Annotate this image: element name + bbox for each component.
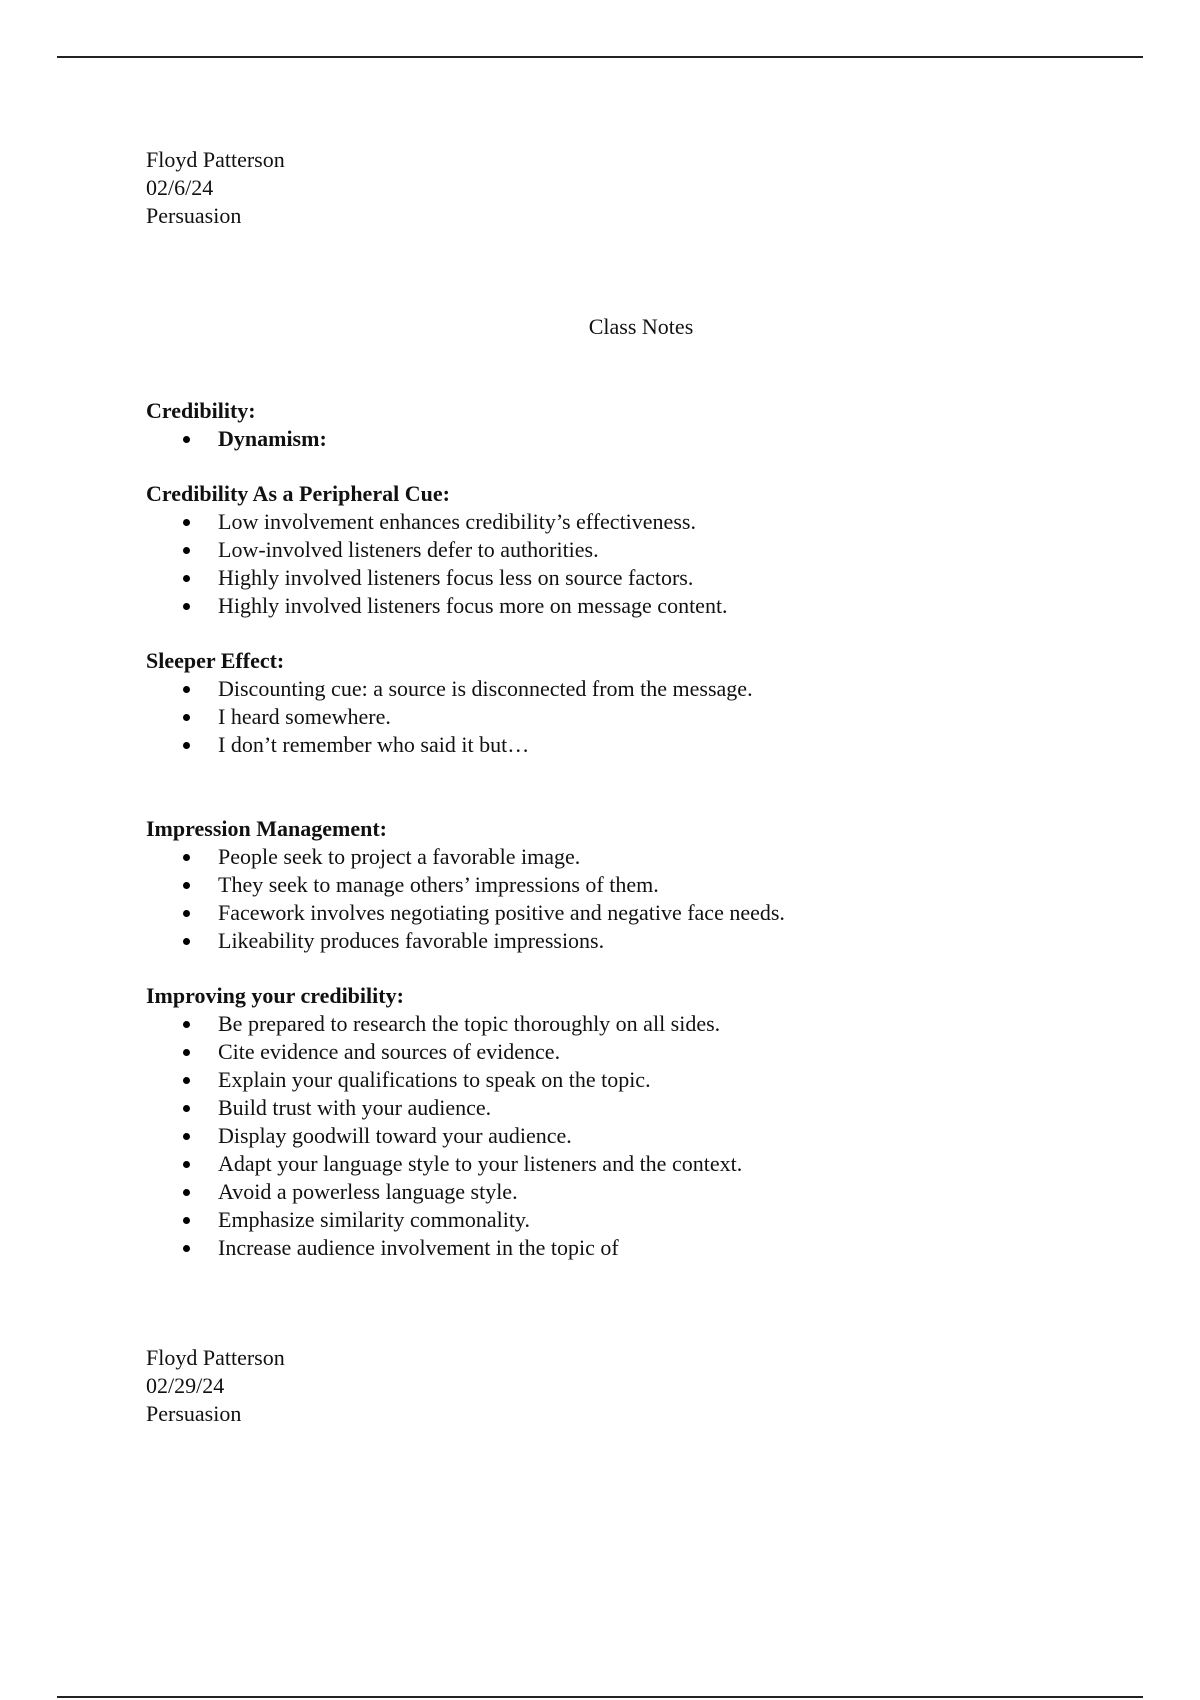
list-item: They seek to manage others’ impressions of them. — [146, 871, 785, 899]
section-credibility — [146, 397, 327, 453]
bullet-icon — [183, 882, 190, 889]
section-heading: Credibility: — [146, 398, 256, 423]
list-item: Facework involves negotiating positive and negative face needs. — [146, 899, 785, 927]
section-heading: Credibility As a Peripheral Cue: — [146, 481, 450, 506]
list-item: I heard somewhere. — [146, 703, 753, 731]
document-header — [146, 146, 285, 230]
bullet-icon — [183, 1133, 190, 1140]
list-item: Highly involved listeners focus more on message content. — [146, 592, 728, 620]
page-title: Class Notes — [588, 314, 694, 339]
list-item: Discounting cue: a source is disconnected from the message. — [146, 675, 753, 703]
list-item: Highly involved listeners focus less on source factors. — [146, 564, 728, 592]
bullet-icon — [183, 714, 190, 721]
bullet-icon — [183, 854, 190, 861]
list-item: Dynamism: — [146, 425, 327, 453]
section-improving-credibility — [146, 982, 742, 1262]
section-heading: Impression Management: — [146, 816, 387, 841]
bullet-list — [146, 675, 753, 759]
section-heading: Sleeper Effect: — [146, 648, 285, 673]
list-item: Explain your qualifications to speak on the topic. — [146, 1066, 742, 1094]
list-item: Likeability produces favorable impressions. — [146, 927, 785, 955]
list-item: Avoid a powerless language style. — [146, 1178, 742, 1206]
bullet-icon — [183, 1217, 190, 1224]
bullet-icon — [183, 575, 190, 582]
bottom-rule — [57, 1696, 1143, 1698]
note-date: 02/6/24 — [146, 175, 214, 200]
bullet-list — [146, 1010, 742, 1262]
list-item: Display goodwill toward your audience. — [146, 1122, 742, 1150]
bullet-icon — [183, 1189, 190, 1196]
bullet-icon — [183, 436, 190, 443]
author-name: Floyd Patterson — [146, 147, 285, 172]
bullet-icon — [183, 1021, 190, 1028]
list-item: Low involvement enhances credibility’s effectiveness. — [146, 508, 728, 536]
bullet-icon — [183, 1077, 190, 1084]
list-item: Cite evidence and sources of evidence. — [146, 1038, 742, 1066]
second-note-header — [146, 1344, 285, 1428]
list-item: I don’t remember who said it but… — [146, 731, 753, 759]
list-item: Low-involved listeners defer to authorities. — [146, 536, 728, 564]
bullet-list — [146, 843, 785, 955]
list-item: Adapt your language style to your listeners and the context. — [146, 1150, 742, 1178]
list-item: Emphasize similarity commonality. — [146, 1206, 742, 1234]
bullet-icon — [183, 1245, 190, 1252]
list-item: Be prepared to research the topic thoroughly on all sides. — [146, 1010, 742, 1038]
bullet-icon — [183, 603, 190, 610]
bullet-icon — [183, 742, 190, 749]
course-name: Persuasion — [146, 203, 242, 228]
bullet-icon — [183, 547, 190, 554]
bullet-icon — [183, 1161, 190, 1168]
bullet-icon — [183, 686, 190, 693]
note-date: 02/29/24 — [146, 1373, 225, 1398]
bullet-icon — [183, 519, 190, 526]
bullet-icon — [183, 910, 190, 917]
bullet-icon — [183, 938, 190, 945]
section-impression-management — [146, 815, 785, 955]
list-item: Increase audience involvement in the topic of — [146, 1234, 742, 1262]
list-item: Build trust with your audience. — [146, 1094, 742, 1122]
section-peripheral-cue — [146, 480, 728, 620]
bullet-icon — [183, 1105, 190, 1112]
course-name: Persuasion — [146, 1401, 242, 1426]
section-sleeper-effect — [146, 647, 753, 759]
author-name: Floyd Patterson — [146, 1345, 285, 1370]
list-item: People seek to project a favorable image. — [146, 843, 785, 871]
bullet-list — [146, 425, 327, 453]
bullet-list — [146, 508, 728, 620]
section-heading: Improving your credibility: — [146, 983, 404, 1008]
top-rule — [57, 56, 1143, 58]
bullet-icon — [183, 1049, 190, 1056]
